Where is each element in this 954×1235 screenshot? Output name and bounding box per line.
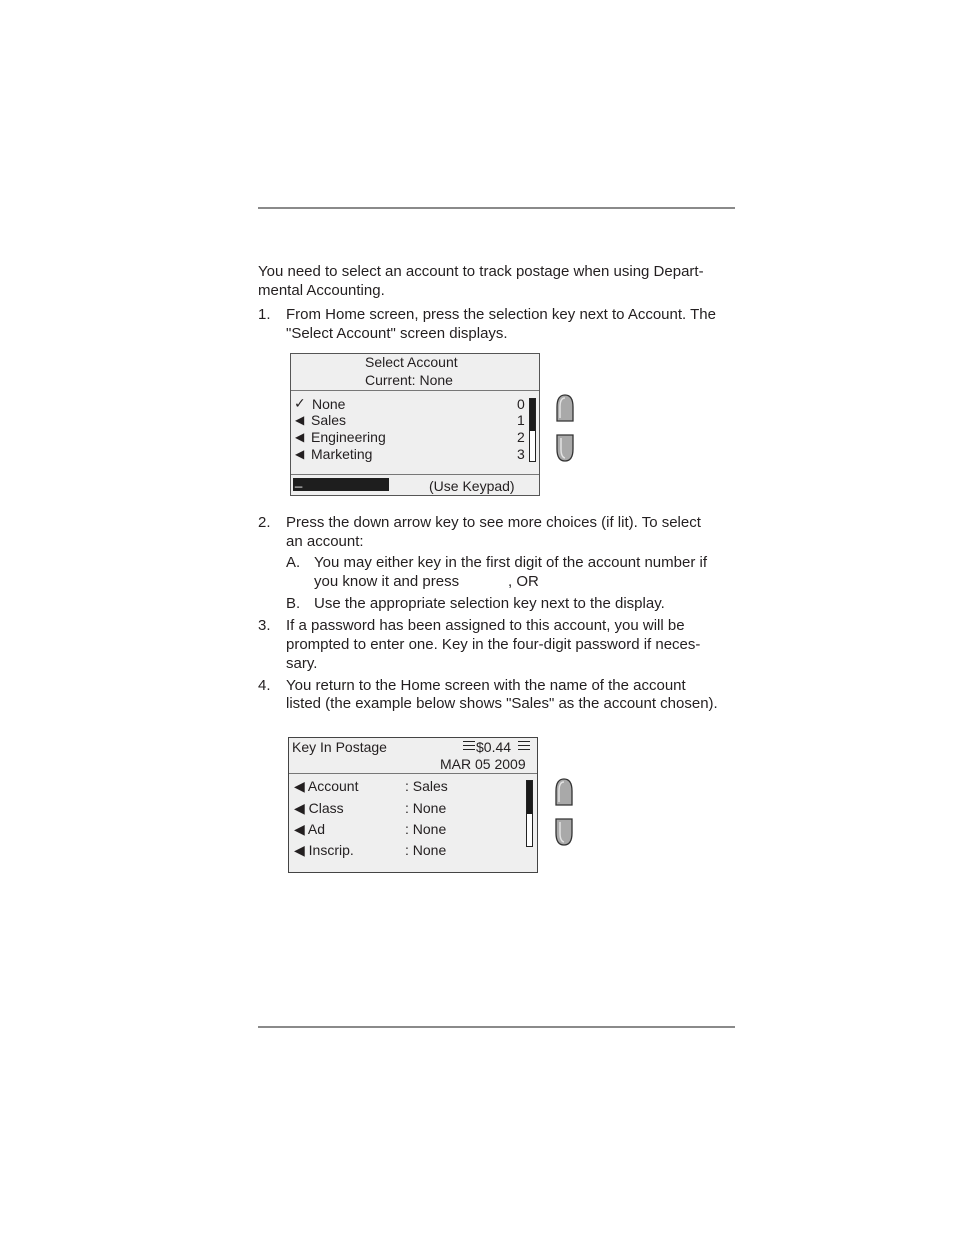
screen-divider <box>291 474 539 475</box>
step-text: If a password has been assigned to this account, you will be <box>286 617 685 634</box>
step-number: 2. <box>258 514 271 531</box>
substep-text: , OR <box>508 573 539 590</box>
setting-value: : None <box>405 842 447 858</box>
selection-arrow-icon: ◀ <box>295 413 305 427</box>
scrollbar-thumb[interactable] <box>527 781 532 814</box>
screen-divider <box>289 773 537 774</box>
account-number: 1 <box>517 412 525 428</box>
down-arrow-key-icon[interactable] <box>554 433 576 463</box>
step-text: Press the down arrow key to see more choices (if lit). To select <box>286 514 701 531</box>
current-account: Current: None <box>365 372 453 388</box>
substep-text: You may either key in the first digit of the account number if <box>314 554 707 571</box>
scrollbar[interactable] <box>529 398 536 462</box>
step-number: 1. <box>258 306 271 323</box>
setting-label: ◀ Inscrip. <box>294 842 354 858</box>
keypad-hint: (Use Keypad) <box>429 478 515 494</box>
scrollbar-thumb[interactable] <box>530 399 535 431</box>
account-number: 2 <box>517 429 525 445</box>
intro-line-2: mental Accounting. <box>258 282 385 299</box>
step-text: sary. <box>286 655 318 672</box>
account-check-icon: ✓ <box>294 395 306 411</box>
setting-value: : None <box>405 800 447 816</box>
account-label: Sales <box>311 412 347 428</box>
setting-label: ◀ Account <box>294 778 359 794</box>
step-text: prompted to enter one. Key in the four-digit password if neces- <box>286 636 701 653</box>
select-account-screen <box>290 353 540 496</box>
up-arrow-key-icon[interactable] <box>554 393 576 423</box>
postage-date: MAR 05 2009 <box>440 756 526 772</box>
substep-text: you know it and press <box>314 573 460 590</box>
account-label: None <box>312 396 346 412</box>
intro-line-1: You need to select an account to track postage when using Depart- <box>258 263 704 280</box>
step-text: an account: <box>286 533 364 550</box>
step-text: From Home screen, press the selection key next to Account. The <box>286 306 716 323</box>
scrollbar[interactable] <box>526 780 533 847</box>
setting-label: ◀ Ad <box>294 821 326 837</box>
substep-letter: B. <box>286 595 301 612</box>
input-cursor: _ <box>295 473 303 488</box>
home-screen <box>288 737 538 873</box>
screen-divider <box>291 390 539 391</box>
setting-value: : Sales <box>405 778 448 794</box>
top-rule <box>258 207 735 209</box>
substep-letter: A. <box>286 554 301 571</box>
account-number: 3 <box>517 446 525 462</box>
step-text: listed (the example below shows "Sales" as the account chosen). <box>286 695 718 712</box>
account-input-field[interactable] <box>293 473 389 491</box>
setting-value: : None <box>405 821 447 837</box>
account-label: Engineering <box>311 429 386 445</box>
account-label: Marketing <box>311 446 373 462</box>
bottom-rule <box>258 1026 735 1028</box>
step-number: 4. <box>258 677 271 694</box>
menu-lines-icon <box>518 738 530 753</box>
substep-text: Use the appropriate selection key next to the display. <box>314 595 665 612</box>
step-number: 3. <box>258 617 271 634</box>
screen-title: Select Account <box>365 354 458 370</box>
selection-arrow-icon: ◀ <box>295 430 305 444</box>
screen-title: Key In Postage <box>292 739 387 755</box>
setting-label: ◀ Class <box>294 800 344 816</box>
postage-amount: $0.44 <box>476 739 512 755</box>
step-text: "Select Account" screen displays. <box>286 325 508 342</box>
up-arrow-key-icon[interactable] <box>553 777 575 807</box>
selection-arrow-icon: ◀ <box>295 447 305 461</box>
menu-lines-icon <box>463 738 475 753</box>
down-arrow-key-icon[interactable] <box>553 817 575 847</box>
step-text: You return to the Home screen with the name of the account <box>286 677 686 694</box>
account-number: 0 <box>517 396 525 412</box>
